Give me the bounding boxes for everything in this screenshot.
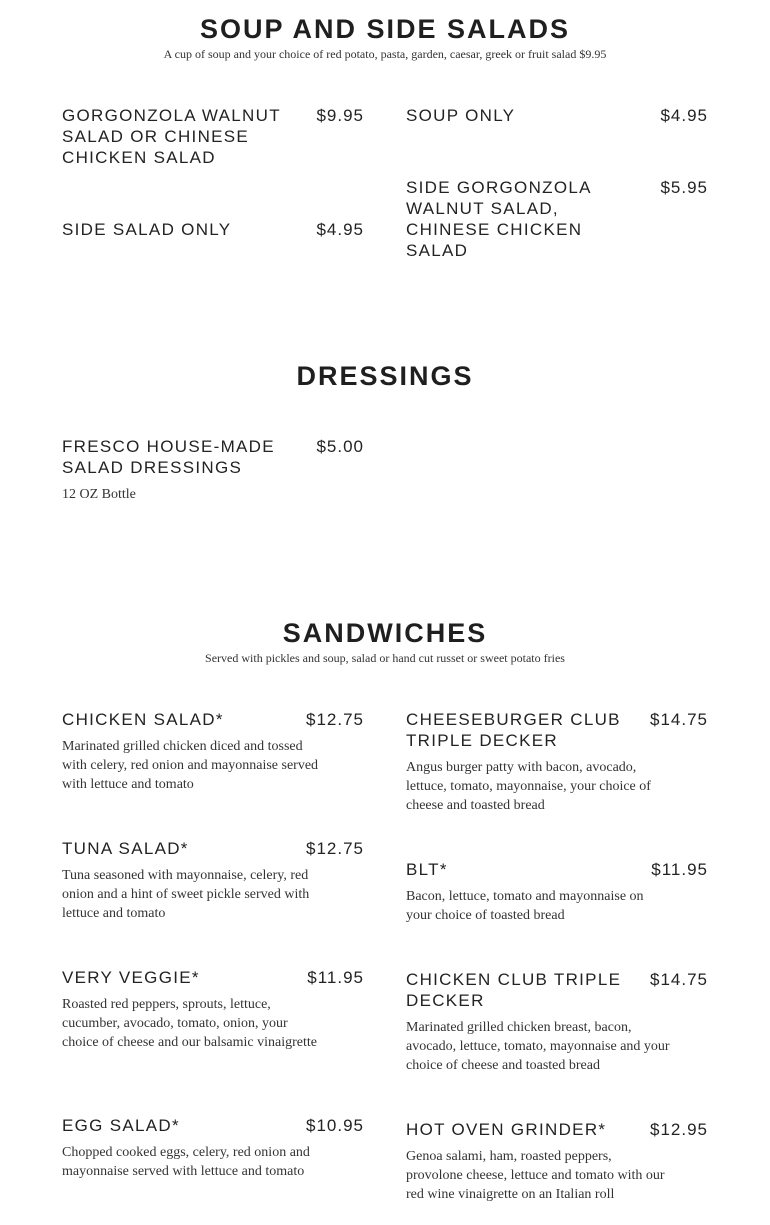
item-price: $10.95 <box>306 1116 364 1135</box>
item-price: $12.95 <box>650 1120 708 1139</box>
menu-item-very-veggie <box>62 967 364 1052</box>
menu-item-blt <box>406 859 708 925</box>
item-description: Marinated grilled chicken diced and tossed with celery, red onion and mayonnaise served with lettuce and tomato <box>62 739 319 792</box>
menu-item-chicken-salad <box>62 709 364 794</box>
dressings-section-title: DRESSINGS <box>296 361 474 391</box>
item-name: GORGONZOLA WALNUT SALAD OR CHINESE CHICKEN SALAD <box>62 106 281 167</box>
item-name: CHICKEN CLUB TRIPLE DECKER <box>406 970 622 1010</box>
item-price: $9.95 <box>316 106 364 125</box>
soup-section-title: SOUP AND SIDE SALADS <box>199 14 571 44</box>
item-price: $12.75 <box>306 839 364 858</box>
menu-item-chicken-club <box>406 969 708 1075</box>
menu-item-side-salad-only <box>62 219 364 240</box>
item-price: $4.95 <box>660 106 708 125</box>
item-price: $14.75 <box>650 710 708 729</box>
item-description: Genoa salami, ham, roasted peppers, provolone cheese, lettuce and tomato with our red wine vinaigrette on an Italian roll <box>406 1149 665 1202</box>
item-description: Tuna seasoned with mayonnaise, celery, red onion and a hint of sweet pickle served with lettuce and tomato <box>62 868 310 921</box>
menu-item-hot-oven-grinder <box>406 1119 708 1204</box>
menu-item-tuna-salad <box>62 838 364 923</box>
sandwiches-section-title: SANDWICHES <box>282 618 488 648</box>
item-name: SOUP ONLY <box>406 106 516 125</box>
item-price: $5.95 <box>660 178 708 197</box>
item-price: $5.00 <box>316 437 364 456</box>
item-name: EGG SALAD* <box>62 1116 180 1135</box>
item-description: Angus burger patty with bacon, avocado, lettuce, tomato, mayonnaise, your choice of cheese and toasted bread <box>406 760 651 813</box>
item-name: TUNA SALAD* <box>62 839 189 858</box>
menu-item-house-made-dressings <box>62 436 364 504</box>
menu-item-soup-only <box>406 105 708 126</box>
item-description: Marinated grilled chicken breast, bacon, avocado, lettuce, tomato, mayonnaise and your choice of cheese and toasted bread <box>406 1020 670 1073</box>
item-price: $12.75 <box>306 710 364 729</box>
item-name: FRESCO HOUSE-MADE SALAD DRESSINGS <box>62 437 275 477</box>
soup-section-subtitle: A cup of soup and your choice of red potato, pasta, garden, caesar, greek or fruit salad $9.95 <box>163 47 607 61</box>
menu-item-egg-salad <box>62 1115 364 1181</box>
item-price: $11.95 <box>651 860 708 879</box>
sandwiches-section-subtitle: Served with pickles and soup, salad or hand cut russet or sweet potato fries <box>205 651 565 665</box>
menu-item-side-gorgonzola-walnut-salad <box>406 177 708 261</box>
menu-item-cheeseburger-club <box>406 709 708 815</box>
item-description: Chopped cooked eggs, celery, red onion and mayonnaise served with lettuce and tomato <box>62 1145 310 1179</box>
item-name: CHICKEN SALAD* <box>62 710 224 729</box>
item-description: Roasted red peppers, sprouts, lettuce, cucumber, avocado, tomato, onion, your choice of cheese and our balsamic vinaigrette <box>62 997 317 1050</box>
item-name: SIDE GORGONZOLA WALNUT SALAD, CHINESE CHICKEN SALAD <box>406 178 591 260</box>
item-description: 12 OZ Bottle <box>62 487 136 502</box>
item-name: CHEESEBURGER CLUB TRIPLE DECKER <box>406 710 621 750</box>
item-price: $11.95 <box>307 968 364 987</box>
item-name: BLT* <box>406 860 448 879</box>
item-description: Bacon, lettuce, tomato and mayonnaise on your choice of toasted bread <box>406 889 644 923</box>
menu-item-gorgonzola-walnut-salad <box>62 105 364 168</box>
item-price: $4.95 <box>316 220 364 239</box>
item-name: HOT OVEN GRINDER* <box>406 1120 607 1139</box>
item-price: $14.75 <box>650 970 708 989</box>
item-name: VERY VEGGIE* <box>62 968 200 987</box>
item-name: SIDE SALAD ONLY <box>62 220 232 239</box>
